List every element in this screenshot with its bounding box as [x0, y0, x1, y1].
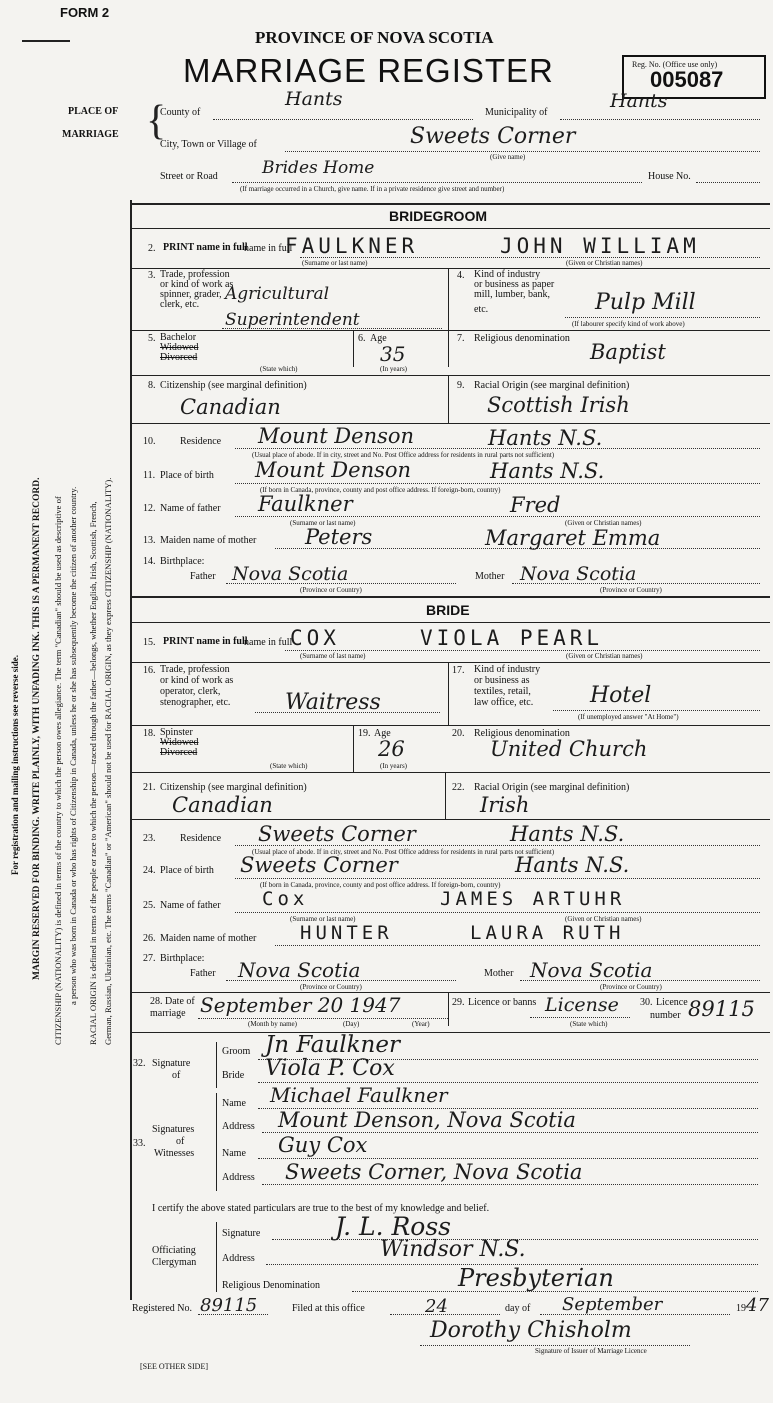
groom-mother-birthplace: Nova Scotia — [520, 563, 637, 585]
q3-l4: clerk, etc. — [160, 299, 200, 310]
groom-bp-father-label: Father — [190, 571, 216, 582]
clergy-denomination-label: Religious Denomination — [222, 1280, 321, 1291]
margin-line-5: RACIAL ORIGIN is defined in terms of the people or race to which the person—traced through the father—belongs, whether English, Irish, Scottish, French, — [88, 501, 98, 1045]
registered-number: 89115 — [200, 1295, 258, 1316]
sig-label-2: of — [172, 1070, 181, 1081]
groom-given-caption: (Given or Christian names) — [566, 259, 643, 267]
margin-instructions — [8, 245, 130, 1145]
q5-l2: Widowed — [160, 342, 199, 353]
groom-bp-mother-label: Mother — [475, 571, 505, 582]
groom-heading: BRIDEGROOM — [389, 208, 487, 224]
q18-num: 18. — [143, 728, 156, 739]
groom-surname-caption: (Surname or last name) — [302, 259, 368, 267]
bride-mother-given: LAURA RUTH — [470, 922, 625, 944]
q16-num: 16. — [143, 665, 156, 676]
q18-l3: Divorced — [160, 747, 198, 758]
province-heading: PROVINCE OF NOVA SCOTIA — [255, 28, 494, 47]
bride-industry: Hotel — [590, 683, 652, 708]
date-label-2: marriage — [150, 1008, 186, 1019]
filed-day: 24 — [425, 1296, 448, 1317]
clergy-address: Windsor N.S. — [380, 1237, 526, 1262]
q6-num: 6. — [358, 333, 366, 344]
reg-box-caption: Reg. No. (Office use only) — [632, 60, 718, 69]
witness1-name: Michael Faulkner — [270, 1083, 448, 1107]
groom-status-caption: (State which) — [260, 365, 298, 373]
bride-age-caption: (In years) — [380, 762, 408, 770]
q10-num: 10. — [143, 436, 156, 447]
q17-num: 17. — [452, 665, 465, 676]
street-label: Street or Road — [160, 171, 218, 182]
bride-father-surname: Cox — [262, 888, 309, 910]
see-other-side: [SEE OTHER SIDE] — [140, 1362, 208, 1371]
q6-label: Age — [370, 333, 387, 344]
bride-mother-surname: HUNTER — [300, 922, 393, 944]
bride-age: 26 — [378, 737, 405, 761]
licence-label: Licence or banns — [468, 997, 537, 1008]
q14-num: 14. — [143, 556, 156, 567]
bride-mother-prov-caption: (Province or Country) — [600, 983, 662, 991]
groom-father-surname: Faulkner — [258, 492, 353, 516]
q4-l3: mill, lumber, bank, — [474, 289, 550, 300]
q3-l2: or kind of work as — [160, 279, 234, 290]
licence-type: License — [545, 994, 619, 1016]
bride-heading: BRIDE — [426, 602, 470, 618]
clergy-signature: J. L. Ross — [335, 1212, 452, 1241]
groom-mother-given: Margaret Emma — [485, 526, 661, 550]
q26-label: Maiden name of mother — [160, 933, 257, 944]
q3-l3: spinner, grader, — [160, 289, 222, 300]
q11-num: 11. — [143, 470, 156, 481]
q25-num: 25. — [143, 900, 156, 911]
bride-signature: Viola P. Cox — [265, 1056, 395, 1081]
month-caption: (Month by name) — [248, 1020, 297, 1028]
q15-label: PRINT name in full — [163, 636, 248, 647]
witness1-address: Mount Denson, Nova Scotia — [278, 1108, 576, 1132]
q4-num: 4. — [457, 270, 465, 281]
bride-citizenship: Canadian — [172, 793, 273, 817]
given-name-caption: (Give name) — [490, 153, 526, 161]
bride-status-caption: (State which) — [270, 762, 308, 770]
reg-number: 005087 — [650, 67, 724, 92]
wit-label-1: Signatures — [152, 1124, 195, 1135]
q26-num: 26. — [143, 933, 156, 944]
q13-num: 13. — [143, 535, 156, 546]
city-value: Sweets Corner — [410, 124, 576, 149]
clergy-address-label: Address — [222, 1253, 255, 1264]
q15-num: 15. — [143, 637, 156, 648]
issuer-caption: Signature of Issuer of Marriage Licence — [535, 1347, 647, 1355]
groom-birthplace-2: Hants N.S. — [490, 459, 605, 483]
groom-father-prov-caption: (Province or Country) — [300, 586, 362, 594]
q27-num: 27. — [143, 953, 156, 964]
groom-birthplace-caption: (If born in Canada, province, county and post office address. If foreign-born, country) — [260, 486, 501, 494]
groom-trade-2: Superintendent — [225, 310, 360, 330]
q16-l1: Trade, profession — [160, 664, 230, 675]
bride-father-birthplace: Nova Scotia — [238, 958, 361, 982]
q30-num: 30. — [640, 997, 653, 1008]
page-title: MARRIAGE REGISTER — [183, 52, 554, 89]
city-label: City, Town or Village of — [160, 139, 257, 150]
day-caption: (Day) — [343, 1020, 360, 1028]
q33-num: 33. — [133, 1138, 146, 1149]
q17-l4: law office, etc. — [474, 697, 534, 708]
groom-sig-label: Groom — [222, 1046, 251, 1057]
q7-num: 7. — [457, 333, 465, 344]
margin-line-6: German, Russian, Ukrainian, etc. The terms "Canadian" or "American" should not be used for RACIAL ORIGIN, as they express CITIZENSHIP (NATIONALITY). — [103, 477, 113, 1045]
bride-residence-caption: (Usual place of abode. If in city, street and No. Post Office address for residents in rural parts not sufficient) — [252, 848, 555, 856]
groom-given: JOHN WILLIAM — [500, 234, 700, 258]
bride-birthplace-caption: (If born in Canada, province, county and post office address. If foreign-born, country) — [260, 881, 501, 889]
groom-birthplace-1: Mount Denson — [255, 458, 412, 482]
q2-num: 2. — [148, 243, 156, 254]
groom-religion: Baptist — [590, 340, 666, 364]
q29-num: 29. — [452, 997, 465, 1008]
bride-mother-birthplace: Nova Scotia — [530, 958, 653, 982]
w2-name-label: Name — [222, 1148, 246, 1159]
wit-label-3: Witnesses — [154, 1148, 195, 1159]
w1-name-label: Name — [222, 1098, 246, 1109]
q12-num: 12. — [143, 503, 156, 514]
groom-industry-caption: (If labourer specify kind of work above) — [572, 320, 685, 328]
licence-number: 89115 — [688, 997, 755, 1021]
bride-sig-label: Bride — [222, 1070, 245, 1081]
q32-num: 32. — [133, 1058, 146, 1069]
groom-father-given: Fred — [510, 493, 561, 517]
county-value: Hants — [285, 88, 343, 110]
q20-num: 20. — [452, 728, 465, 739]
w2-address-label: Address — [222, 1172, 255, 1183]
groom-citizenship: Canadian — [180, 395, 281, 419]
bride-trade: Waitress — [285, 690, 381, 715]
q16-l4: stenographer, etc. — [160, 697, 231, 708]
bride-father-given-caption: (Given or Christian names) — [565, 915, 642, 923]
q8-label: Citizenship (see marginal definition) — [160, 380, 307, 391]
bride-residence-2: Hants N.S. — [510, 822, 625, 846]
q2-label: PRINT name in full — [163, 242, 248, 253]
house-label: House No. — [648, 171, 691, 182]
municipality-value: Hants — [610, 90, 668, 112]
wit-label-2: of — [176, 1136, 185, 1147]
year-prefix: 19 — [736, 1303, 746, 1314]
date-label-1: Date of — [165, 996, 195, 1007]
q10-label: Residence — [180, 436, 222, 447]
groom-residence-2: Hants N.S. — [488, 426, 603, 450]
groom-mother-surname: Peters — [305, 525, 373, 549]
county-label: County of — [160, 107, 201, 118]
place-heading-1: PLACE OF — [68, 106, 119, 117]
q3-num: 3. — [148, 270, 156, 281]
q4-l2: or business as paper — [474, 279, 555, 290]
q17-l1: Kind of industry — [474, 664, 541, 675]
q11-label: Place of birth — [160, 470, 214, 481]
form-label: FORM 2 — [60, 5, 110, 20]
groom-father-given-caption: (Given or Christian names) — [565, 519, 642, 527]
witness2-name: Guy Cox — [278, 1133, 368, 1157]
groom-residence-1: Mount Denson — [258, 424, 415, 448]
licence-state-caption: (State which) — [570, 1020, 608, 1028]
licence-no-label-2: number — [650, 1010, 681, 1021]
certify-statement: I certify the above stated particulars are true to the best of my knowledge and belief. — [152, 1203, 490, 1214]
q24-num: 24. — [143, 865, 156, 876]
groom-father-birthplace: Nova Scotia — [232, 563, 349, 585]
place-heading-2: MARRIAGE — [62, 129, 119, 140]
margin-line-4: a person who was born in Canada or who has rights of Citizenship in Canada, unless he or she has subsequently become the citizen of another country. — [68, 486, 78, 1005]
q19-num: 19. — [358, 728, 371, 739]
bride-bp-father-label: Father — [190, 968, 216, 979]
q9-num: 9. — [457, 380, 465, 391]
bride-father-prov-caption: (Province or Country) — [300, 983, 362, 991]
groom-industry: Pulp Mill — [595, 290, 696, 315]
q21-label: Citizenship (see marginal definition) — [160, 782, 307, 793]
groom-age: 35 — [380, 342, 406, 366]
groom-residence-caption: (Usual place of abode. If in city, street and No. Post Office address for residents in rural parts not sufficient) — [252, 451, 555, 459]
street-value: Brides Home — [262, 158, 375, 178]
q17-l2: or business as — [474, 675, 530, 686]
q12-label: Name of father — [160, 503, 221, 514]
q18-l1: Spinster — [160, 727, 193, 738]
groom-signature: Jn Faulkner — [265, 1032, 400, 1058]
q20-label: Religious denomination — [474, 728, 570, 739]
sig-label-1: Signature — [152, 1058, 191, 1069]
witness2-address: Sweets Corner, Nova Scotia — [285, 1160, 583, 1184]
bride-racial: Irish — [480, 793, 530, 817]
officiating-label-1: Officiating — [152, 1245, 196, 1256]
licence-no-label-1: Licence — [656, 997, 688, 1008]
clergy-denomination: Presbyterian — [458, 1264, 614, 1292]
marriage-date: September 20 1947 — [200, 993, 401, 1017]
q22-label: Racial Origin (see marginal definition) — [474, 782, 630, 793]
bride-father-given: JAMES ARTUHR — [440, 888, 626, 910]
groom-racial: Scottish Irish — [487, 393, 630, 417]
q16-l3: operator, clerk, — [160, 686, 221, 697]
q9-label: Racial Origin (see marginal definition) — [474, 380, 630, 391]
municipality-label: Municipality of — [485, 107, 548, 118]
q25-label: Name of father — [160, 900, 221, 911]
registered-label: Registered No. — [132, 1303, 192, 1314]
q24-label: Place of birth — [160, 865, 214, 876]
bride-given: VIOLA PEARL — [420, 626, 604, 650]
q16-l2: or kind of work as — [160, 675, 234, 686]
filed-label: Filed at this office — [292, 1303, 365, 1314]
issuer-signature: Dorothy Chisholm — [430, 1318, 632, 1343]
bride-surname: COX — [290, 626, 340, 650]
groom-father-surname-caption: (Surname or last name) — [290, 519, 356, 527]
street-caption: (If marriage occurred in a Church, give name. If in a private residence give street and number) — [240, 185, 505, 193]
q27-label: Birthplace: — [160, 953, 205, 964]
q23-num: 23. — [143, 833, 156, 844]
bride-given-caption: (Given or Christian names) — [566, 652, 643, 660]
q21-num: 21. — [143, 782, 156, 793]
bride-bp-mother-label: Mother — [484, 968, 514, 979]
q7-label: Religious denomination — [474, 333, 570, 344]
q28-num: 28. — [150, 996, 163, 1007]
groom-surname: FAULKNER — [285, 234, 419, 258]
bride-residence-1: Sweets Corner — [258, 822, 416, 846]
q18-l2: Widowed — [160, 737, 199, 748]
q14-label: Birthplace: — [160, 556, 205, 567]
clergy-sig-label: Signature — [222, 1228, 261, 1239]
bride-birthplace-1: Sweets Corner — [240, 853, 398, 877]
q4-l4: etc. — [474, 304, 489, 315]
q17-l3: textiles, retail, — [474, 686, 531, 697]
bride-industry-caption: (If unemployed answer "At Home") — [578, 713, 679, 721]
year-caption: (Year) — [412, 1020, 430, 1028]
q3-l1: Trade, profession — [160, 269, 230, 280]
margin-line-3: CITIZENSHIP (NATIONALITY) is defined in terms of the country to which the person owes allegiance. The term "Canadian" should be used as descriptive of — [53, 496, 63, 1045]
q5-num: 5. — [148, 333, 156, 344]
bride-birthplace-2: Hants N.S. — [515, 853, 630, 877]
q5-l1: Bachelor — [160, 332, 197, 343]
officiating-label-2: Clergyman — [152, 1257, 197, 1268]
q8-num: 8. — [148, 380, 156, 391]
w1-address-label: Address — [222, 1121, 255, 1132]
filed-month: September — [562, 1294, 663, 1315]
bride-religion: United Church — [490, 737, 648, 761]
groom-mother-prov-caption: (Province or Country) — [600, 586, 662, 594]
groom-age-caption: (In years) — [380, 365, 408, 373]
margin-line-1: For registration and mailing instructions see reverse side. — [10, 655, 20, 875]
q4-l1: Kind of industry — [474, 269, 541, 280]
groom-trade-1: Agricultural — [225, 284, 330, 304]
bride-surname-caption: (Surname of last name) — [300, 652, 366, 660]
filed-year: 47 — [746, 1295, 769, 1316]
q13-label: Maiden name of mother — [160, 535, 257, 546]
q22-num: 22. — [452, 782, 465, 793]
q23-label: Residence — [180, 833, 222, 844]
q19-label: Age — [374, 728, 391, 739]
bride-father-surname-caption: (Surname or last name) — [290, 915, 356, 923]
day-of-label: day of — [505, 1303, 531, 1314]
margin-line-2: MARGIN RESERVED FOR BINDING. WRITE PLAINLY, WITH UNFADING INK. THIS IS A PERMANENT RECORD. — [32, 477, 42, 980]
q5-l3: Divorced — [160, 352, 198, 363]
